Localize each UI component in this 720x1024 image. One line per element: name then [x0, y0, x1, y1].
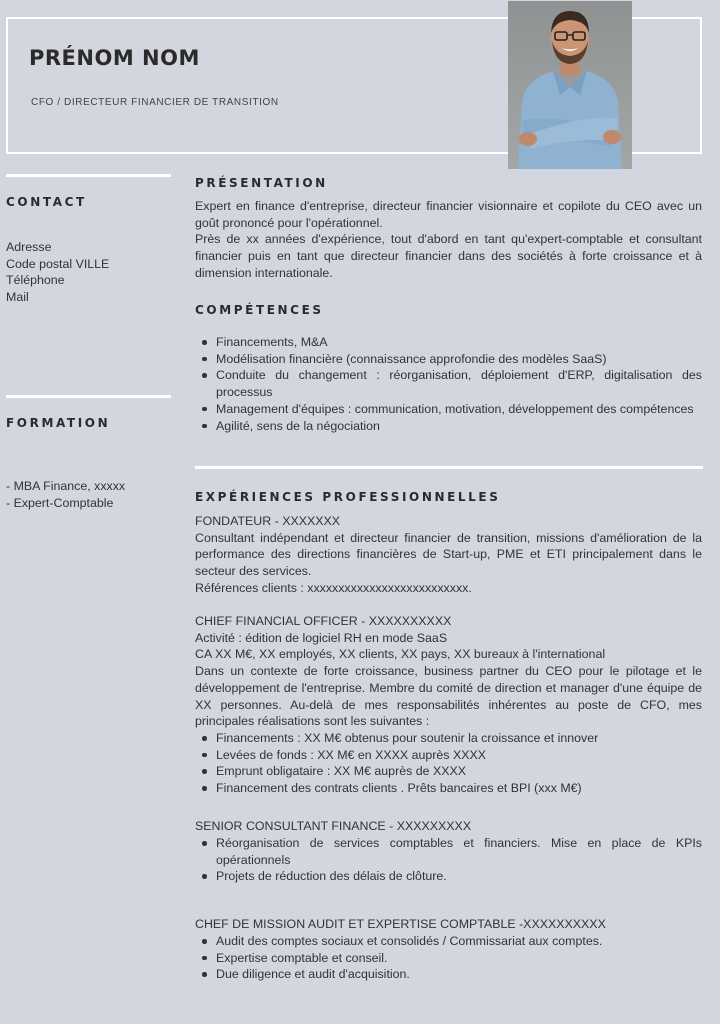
profile-photo — [508, 1, 632, 169]
contact-title: CONTACT — [6, 195, 87, 209]
formation-title: FORMATION — [6, 416, 111, 430]
senior-tasks-list — [195, 835, 702, 885]
presentation-text — [195, 198, 702, 282]
list-item: Réorganisation de services comptables et financiers. Mise en place de KPIs opérationnels — [195, 835, 702, 868]
list-item: Financements : XX M€ obtenus pour soutenir la croissance et innover — [195, 730, 702, 747]
contact-city: Code postal VILLE — [6, 256, 110, 271]
formation-item: - Expert-Comptable — [6, 495, 114, 510]
contact-mail: Mail — [6, 290, 29, 305]
experience-audit — [195, 916, 702, 933]
list-item: Modélisation financière (connaissance approfondie des modèles SaaS) — [195, 351, 702, 368]
experience-description: Consultant indépendant et directeur financier de transition, missions d'amélioration de la performance des directions financières de Start-up, PME et ETI principalement dans le secteur des services. — [195, 530, 702, 579]
audit-tasks-list — [195, 933, 702, 983]
experience-role: CHIEF FINANCIAL OFFICER - XXXXXXXXXX — [195, 614, 452, 628]
experiences-title: EXPÉRIENCES PROFESSIONNELLES — [195, 490, 501, 504]
contact-divider — [6, 174, 171, 177]
list-item: Management d'équipes : communication, motivation, développement des compétences — [195, 401, 702, 418]
formation-details — [6, 478, 125, 511]
list-item: Financement des contrats clients . Prêts bancaires et BPI (xxx M€) — [195, 780, 702, 797]
contact-address: Adresse — [6, 240, 52, 254]
list-item: Audit des comptes sociaux et consolidés / Commissariat aux comptes. — [195, 933, 702, 950]
list-item: Projets de réduction des délais de clôture. — [195, 868, 702, 885]
experience-fondateur — [195, 513, 702, 597]
cfo-achievements-list — [195, 730, 702, 797]
experience-cfo — [195, 613, 702, 730]
contact-details — [6, 239, 109, 306]
experience-role: CHEF DE MISSION AUDIT ET EXPERTISE COMPTABLE -XXXXXXXXXX — [195, 917, 606, 931]
person-illustration-icon — [508, 1, 632, 169]
list-item: Levées de fonds : XX M€ en XXXX auprès XXXX — [195, 747, 702, 764]
experience-role: FONDATEUR - XXXXXXX — [195, 514, 341, 528]
formation-divider — [6, 395, 171, 398]
list-item: Financements, M&A — [195, 334, 702, 351]
experience-figures: CA XX M€, XX employés, XX clients, XX pays, XX bureaux à l'international — [195, 647, 606, 662]
list-item: Expertise comptable et conseil. — [195, 950, 702, 967]
experience-description: Dans un contexte de forte croissance, business partner du CEO pour le pilotage et le développement de l'entreprise. Membre du comité de direction et manager d'une équipe de XX personnes. Au-delà de mes responsabilités inhérentes au poste de CFO, mes principales réalisations sont les suivantes : — [195, 664, 702, 729]
list-item: Due diligence et audit d'acquisition. — [195, 966, 702, 983]
competences-title: COMPÉTENCES — [195, 303, 324, 317]
experience-senior — [195, 818, 702, 835]
list-item: Conduite du changement : réorganisation, déploiement d'ERP, digitalisation des processus — [195, 367, 702, 400]
list-item: Agilité, sens de la négociation — [195, 418, 702, 435]
contact-phone: Téléphone — [6, 273, 65, 288]
experience-activity: Activité : édition de logiciel RH en mode SaaS — [195, 630, 448, 645]
competences-list — [195, 334, 702, 434]
presentation-title: PRÉSENTATION — [195, 176, 328, 190]
presentation-paragraph: Près de xx années d'expérience, tout d'abord en tant qu'expert-comptable et consultant financier puis en tant que directeur financier dans des sociétés à forte croissance et à dimension internationale. — [195, 232, 702, 280]
list-item: Emprunt obligataire : XX M€ auprès de XXXX — [195, 763, 702, 780]
candidate-name: PRÉNOM NOM — [29, 46, 200, 70]
job-title: CFO / DIRECTEUR FINANCIER DE TRANSITION — [31, 97, 279, 108]
experiences-divider — [195, 466, 703, 469]
experience-role: SENIOR CONSULTANT FINANCE - XXXXXXXXX — [195, 819, 472, 833]
formation-item: - MBA Finance, xxxxx — [6, 479, 126, 493]
presentation-paragraph: Expert en finance d'entreprise, directeur financier visionnaire et copilote du CEO avec un goût prononcé pour l'opérationnel. — [195, 199, 702, 230]
experience-references: Références clients : xxxxxxxxxxxxxxxxxxxxxxxxxx. — [195, 580, 472, 595]
